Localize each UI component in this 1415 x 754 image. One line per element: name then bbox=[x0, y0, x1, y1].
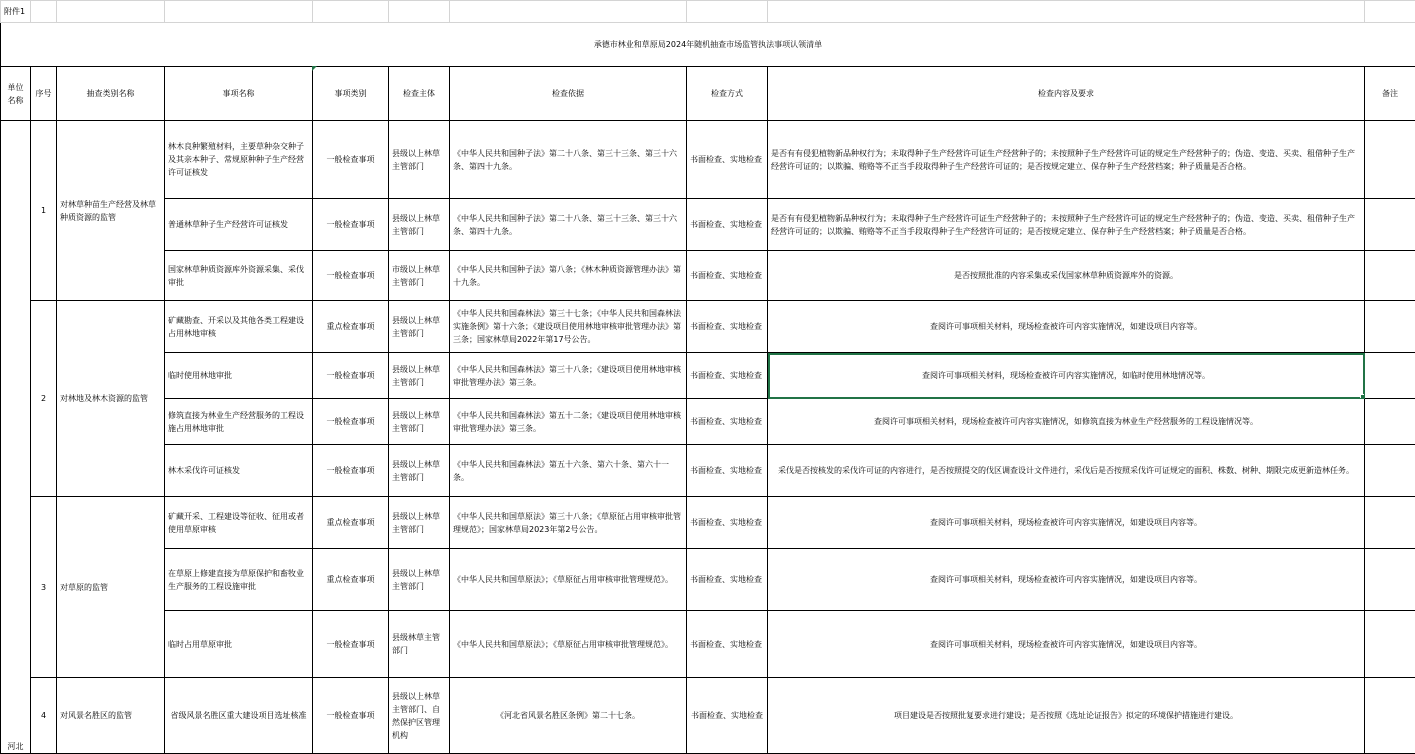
header-subject[interactable]: 检查主体 bbox=[389, 67, 450, 121]
remark-cell[interactable] bbox=[1365, 121, 1415, 199]
content-cell[interactable]: 查阅许可事项相关材料，现场检查被许可内容实施情况，如建设项目内容等。 bbox=[768, 611, 1365, 678]
seq-cell[interactable]: 4 bbox=[31, 678, 57, 754]
method-cell[interactable]: 书面检查、实地检查 bbox=[687, 678, 768, 754]
attachment-label[interactable]: 附件1 bbox=[1, 1, 31, 23]
item-type-cell[interactable]: 重点检查事项 bbox=[313, 549, 389, 611]
item-name-cell[interactable]: 林木采伐许可证核发 bbox=[165, 445, 313, 497]
table-row bbox=[1, 199, 1415, 251]
item-type-cell[interactable]: 一般检查事项 bbox=[313, 353, 389, 399]
content-cell[interactable]: 是否按照批准的内容采集或采伐国家林草种质资源库外的资源。 bbox=[768, 251, 1365, 301]
item-name-cell[interactable]: 在草原上修建直接为草原保护和畜牧业生产服务的工程设施审批 bbox=[165, 549, 313, 611]
seq-cell[interactable]: 3 bbox=[31, 497, 57, 678]
subject-cell[interactable]: 县级以上林草主管部门 bbox=[389, 121, 450, 199]
table-row bbox=[1, 445, 1415, 497]
subject-cell[interactable]: 县级以上林草主管部门 bbox=[389, 549, 450, 611]
basis-cell[interactable]: 《中华人民共和国种子法》第二十八条、第三十三条、第三十六条、第四十九条。 bbox=[450, 121, 687, 199]
fill-handle-icon[interactable] bbox=[1360, 394, 1365, 399]
category-cell[interactable]: 对草原的监管 bbox=[57, 497, 165, 678]
subject-cell[interactable]: 县级以上林草主管部门 bbox=[389, 399, 450, 445]
row-title bbox=[1, 23, 1415, 67]
table-row bbox=[1, 301, 1415, 353]
item-name-cell[interactable]: 林木良种繁殖材料，主要草种杂交种子及其亲本种子、常规原种种子生产经营许可证核发 bbox=[165, 121, 313, 199]
item-name-cell[interactable]: 矿藏开采、工程建设等征收、征用或者使用草原审核 bbox=[165, 497, 313, 549]
header-unit[interactable]: 单位名称 bbox=[1, 67, 31, 121]
basis-cell[interactable]: 《中华人民共和国种子法》第八条；《林木种质资源管理办法》第十九条。 bbox=[450, 251, 687, 301]
basis-cell[interactable]: 《中华人民共和国种子法》第二十八条、第三十三条、第三十六条、第四十九条。 bbox=[450, 199, 687, 251]
item-name-cell[interactable]: 矿藏勘查、开采以及其他各类工程建设占用林地审核 bbox=[165, 301, 313, 353]
item-type-cell[interactable]: 一般检查事项 bbox=[313, 445, 389, 497]
basis-cell[interactable]: 《中华人民共和国森林法》第五十六条、第六十条、第六十一条。 bbox=[450, 445, 687, 497]
table-row bbox=[1, 678, 1415, 754]
content-cell[interactable]: 查阅许可事项相关材料，现场检查被许可内容实施情况，如建设项目内容等。 bbox=[768, 301, 1365, 353]
category-cell[interactable]: 对林地及林木资源的监管 bbox=[57, 301, 165, 497]
subject-cell[interactable]: 县级以上林草主管部门 bbox=[389, 353, 450, 399]
method-cell[interactable]: 书面检查、实地检查 bbox=[687, 445, 768, 497]
method-cell[interactable]: 书面检查、实地检查 bbox=[687, 251, 768, 301]
page-title[interactable]: 承德市林业和草原局2024年随机抽查市场监管执法事项认领清单 bbox=[1, 23, 1415, 67]
selected-content-cell[interactable] bbox=[768, 353, 1365, 399]
subject-cell[interactable]: 县级林草主管部门 bbox=[389, 611, 450, 678]
item-name-cell[interactable]: 省级风景名胜区重大建设项目选址核准 bbox=[165, 678, 313, 754]
basis-cell[interactable]: 《中华人民共和国草原法》；《草原征占用审核审批管理规范》。 bbox=[450, 549, 687, 611]
remark-cell[interactable] bbox=[1365, 199, 1415, 251]
item-type-cell[interactable]: 一般检查事项 bbox=[313, 678, 389, 754]
item-name-cell[interactable]: 国家林草种质资源库外资源采集、采伐审批 bbox=[165, 251, 313, 301]
table-row bbox=[1, 399, 1415, 445]
method-cell[interactable]: 书面检查、实地检查 bbox=[687, 301, 768, 353]
remark-cell[interactable] bbox=[1365, 549, 1415, 611]
method-cell[interactable]: 书面检查、实地检查 bbox=[687, 497, 768, 549]
subject-cell[interactable]: 县级以上林草主管部门 bbox=[389, 301, 450, 353]
basis-cell[interactable]: 《中华人民共和国草原法》第三十八条；《草原征占用审核审批管理规范》；国家林草局2023年第2号公告。 bbox=[450, 497, 687, 549]
item-name-cell[interactable]: 临时使用林地审批 bbox=[165, 353, 313, 399]
header-method[interactable]: 检查方式 bbox=[687, 67, 768, 121]
basis-cell[interactable]: 《中华人民共和国森林法》第五十二条；《建设项目使用林地审核审批管理办法》第三条。 bbox=[450, 399, 687, 445]
method-cell[interactable]: 书面检查、实地检查 bbox=[687, 121, 768, 199]
content-cell[interactable]: 项目建设是否按照批复要求进行建设；是否按照《选址论证报告》拟定的环境保护措施进行建设。 bbox=[768, 678, 1365, 754]
table-row bbox=[1, 121, 1415, 199]
table-row bbox=[1, 497, 1415, 549]
basis-cell[interactable]: 《中华人民共和国森林法》第三十八条；《建设项目使用林地审核审批管理办法》第三条。 bbox=[450, 353, 687, 399]
content-cell[interactable]: 是否有有侵犯植物新品种权行为；未取得种子生产经营许可证生产经营种子的；未按照种子生产经营许可证的规定生产经营种子的；伪造、变造、买卖、租借种子生产经营许可证的；以欺骗、贿赂等不正当手段取得种子生产经营许可证的；是否按规定建立、保存种子生产经营档案；种子质量是否合格。 bbox=[768, 121, 1365, 199]
content-cell[interactable]: 查阅许可事项相关材料，现场检查被许可内容实施情况，如建设项目内容等。 bbox=[768, 497, 1365, 549]
category-cell[interactable]: 对风景名胜区的监管 bbox=[57, 678, 165, 754]
header-seq[interactable]: 序号 bbox=[31, 67, 57, 121]
item-name-cell[interactable]: 修筑直接为林业生产经营服务的工程设施占用林地审批 bbox=[165, 399, 313, 445]
method-cell[interactable]: 书面检查、实地检查 bbox=[687, 611, 768, 678]
seq-cell[interactable]: 2 bbox=[31, 301, 57, 497]
item-type-cell[interactable]: 一般检查事项 bbox=[313, 121, 389, 199]
header-type[interactable]: 事项类别 bbox=[313, 67, 389, 121]
remark-cell[interactable] bbox=[1365, 678, 1415, 754]
seq-cell[interactable]: 1 bbox=[31, 121, 57, 301]
item-type-cell[interactable]: 一般检查事项 bbox=[313, 399, 389, 445]
remark-cell[interactable] bbox=[1365, 301, 1415, 353]
row-attachment bbox=[1, 1, 1415, 23]
item-type-cell[interactable]: 一般检查事项 bbox=[313, 611, 389, 678]
remark-cell[interactable] bbox=[1365, 611, 1415, 678]
basis-cell[interactable]: 《河北省风景名胜区条例》第二十七条。 bbox=[450, 678, 687, 754]
comment-indicator-icon bbox=[312, 66, 317, 71]
content-cell[interactable]: 采伐是否按核发的采伐许可证的内容进行，是否按照提交的伐区调查设计文件进行，采伐后是否按照采伐许可证规定的面积、株数、树种、期限完成更新造林任务。 bbox=[768, 445, 1365, 497]
remark-cell[interactable] bbox=[1365, 353, 1415, 399]
content-cell[interactable]: 是否有有侵犯植物新品种权行为；未取得种子生产经营许可证生产经营种子的；未按照种子生产经营许可证的规定生产经营种子的；伪造、变造、买卖、租借种子生产经营许可证的；以欺骗、贿赂等不正当手段取得种子生产经营许可证的；是否按规定建立、保存种子生产经营档案；种子质量是否合格。 bbox=[768, 199, 1365, 251]
remark-cell[interactable] bbox=[1365, 497, 1415, 549]
remark-cell[interactable] bbox=[1365, 445, 1415, 497]
method-cell[interactable]: 书面检查、实地检查 bbox=[687, 353, 768, 399]
selected-content-text: 查阅许可事项相关材料，现场检查被许可内容实施情况，如临时使用林地情况等。 bbox=[922, 371, 1210, 380]
header-remark[interactable]: 备注 bbox=[1365, 67, 1415, 121]
unit-name-cell[interactable]: 河北 bbox=[1, 121, 31, 754]
subject-cell[interactable]: 县级以上林草主管部门 bbox=[389, 497, 450, 549]
item-name-cell[interactable]: 临时占用草原审批 bbox=[165, 611, 313, 678]
content-cell[interactable]: 查阅许可事项相关材料，现场检查被许可内容实施情况，如修筑直接为林业生产经营服务的工程设施情况等。 bbox=[768, 399, 1365, 445]
category-cell[interactable]: 对林草种苗生产经营及林草种质资源的监管 bbox=[57, 121, 165, 301]
item-type-cell[interactable]: 重点检查事项 bbox=[313, 497, 389, 549]
subject-cell[interactable]: 县级以上林草主管部门 bbox=[389, 445, 450, 497]
method-cell[interactable]: 书面检查、实地检查 bbox=[687, 199, 768, 251]
subject-cell[interactable]: 市级以上林草主管部门 bbox=[389, 251, 450, 301]
header-content[interactable]: 检查内容及要求 bbox=[768, 67, 1365, 121]
remark-cell[interactable] bbox=[1365, 399, 1415, 445]
table-row bbox=[1, 611, 1415, 678]
header-basis[interactable]: 检查依据 bbox=[450, 67, 687, 121]
item-name-cell[interactable]: 普通林草种子生产经营许可证核发 bbox=[165, 199, 313, 251]
table-row bbox=[1, 353, 1415, 399]
table-row bbox=[1, 251, 1415, 301]
subject-cell[interactable]: 县级以上林草主管部门、自然保护区管理机构 bbox=[389, 678, 450, 754]
row-header bbox=[1, 67, 1415, 121]
subject-cell[interactable]: 县级以上林草主管部门 bbox=[389, 199, 450, 251]
basis-cell[interactable]: 《中华人民共和国草原法》；《草原征占用审核审批管理规范》。 bbox=[450, 611, 687, 678]
basis-cell[interactable]: 《中华人民共和国森林法》第三十七条；《中华人民共和国森林法实施条例》第十六条；《建设项目使用林地审核审批管理办法》第三条；国家林草局2022年第17号公告。 bbox=[450, 301, 687, 353]
header-category[interactable]: 抽查类别名称 bbox=[57, 67, 165, 121]
item-type-cell[interactable]: 一般检查事项 bbox=[313, 199, 389, 251]
remark-cell[interactable] bbox=[1365, 251, 1415, 301]
header-item[interactable]: 事项名称 bbox=[165, 67, 313, 121]
method-cell[interactable]: 书面检查、实地检查 bbox=[687, 399, 768, 445]
item-type-cell[interactable]: 一般检查事项 bbox=[313, 251, 389, 301]
table-row bbox=[1, 549, 1415, 611]
content-cell[interactable]: 查阅许可事项相关材料，现场检查被许可内容实施情况，如建设项目内容等。 bbox=[768, 549, 1365, 611]
method-cell[interactable]: 书面检查、实地检查 bbox=[687, 549, 768, 611]
item-type-cell[interactable]: 重点检查事项 bbox=[313, 301, 389, 353]
